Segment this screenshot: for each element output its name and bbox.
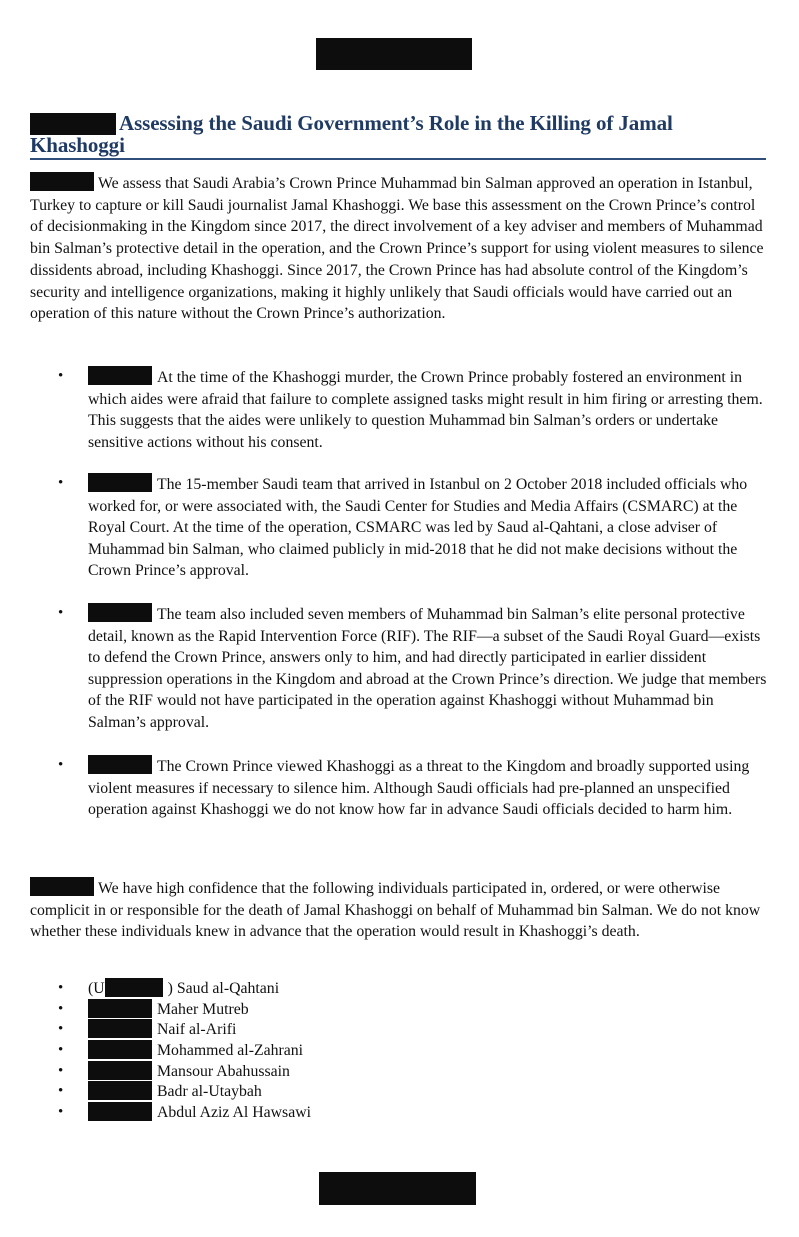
intro-paragraph-text: We assess that Saudi Arabia’s Crown Prince Muhammad bin Salman approved an operation in Istanbul, Turkey to capture or kill Saudi journalist Jamal Khashoggi. We base this assessment on the Crown Prince’s control of decisionmaking in the Kingdom since 2017, the direct involvement of a key adviser and members of Muhammad bin Salman’s protective detail in the operation, and the Crown Prince’s support for using violent measures to silence dissidents abroad, including Khashoggi. Since 2017, the Crown Prince has had absolute control of the Kingdom’s security and intelligence organizations, making it highly unlikely that Saudi officials would have carried out an operation of this nature without the Crown Prince’s authorization. (30, 175, 764, 323)
bullet-item (58, 755, 770, 821)
header-classification-redaction (316, 38, 472, 70)
bullet-dot: • (58, 1083, 64, 1100)
name-text: ) Saud al-Qahtani (167, 980, 280, 997)
name-marking-redaction (88, 1081, 152, 1100)
name-text: Mansour Abahussain (157, 1062, 290, 1080)
page-title (30, 113, 766, 155)
title-divider (30, 158, 766, 160)
paragraph-marking-redaction (30, 877, 94, 896)
bullet-dot: • (58, 980, 64, 996)
name-marking-redaction (105, 978, 163, 997)
bullet-item (58, 473, 770, 582)
name-marking-redaction (88, 1102, 152, 1121)
bullet-dot: • (58, 1104, 64, 1121)
list-item (58, 1019, 458, 1040)
bullet-marking-redaction (88, 473, 152, 492)
bullet-marking-redaction (88, 603, 152, 622)
paragraph-marking-redaction (30, 172, 94, 191)
name-text: Badr al-Utaybah (157, 1083, 262, 1101)
bullet-text: The team also included seven members of Muhammad bin Salman’s elite personal protective detail, known as the Rapid Intervention Force (RIF). The RIF—a subset of the Saudi Royal Guard—exists to defend the Crown Prince, answers only to him, and had directly participated in earlier dissident suppression operations in the Kingdom and abroad at the Crown Prince’s direction. We judge that members of the RIF would not have participated in the operation against Khashoggi without Muhammad bin Salman’s approval. (88, 606, 767, 731)
bullet-dot: • (58, 1042, 64, 1059)
confidence-paragraph-text: We have high confidence that the following individuals participated in, ordered, or were otherwise complicit in or responsible for the death of Jamal Khashoggi on behalf of Muhammad bin Salman. We do not know whether these individuals knew in advance that the operation would result in Khashoggi’s death. (30, 880, 761, 941)
page-title-text: Assessing the Saudi Government’s Role in the Killing of Jamal Khashoggi (30, 111, 673, 157)
bullet-dot: • (58, 475, 64, 491)
list-item (58, 978, 458, 999)
bullet-dot: • (58, 757, 64, 773)
bullet-dot: • (58, 1021, 64, 1038)
footer-classification-redaction (319, 1172, 476, 1205)
title-block (30, 113, 766, 155)
intro-paragraph (30, 172, 768, 325)
bullet-text: The Crown Prince viewed Khashoggi as a threat to the Kingdom and broadly supported using violent measures if necessary to silence him. Although Saudi officials had pre-planned an unspecified operation against Khashoggi we do not know how far in advance Saudi officials decided to harm him. (88, 758, 750, 819)
list-item (58, 1081, 458, 1102)
name-prefix: (U (88, 980, 105, 997)
name-marking-redaction (88, 1019, 152, 1038)
bullet-item (58, 366, 770, 453)
bullet-dot: • (58, 1062, 64, 1079)
name-text: Mohammed al-Zahrani (157, 1042, 304, 1060)
individuals-list (58, 978, 458, 1123)
bullet-text: The 15-member Saudi team that arrived in Istanbul on 2 October 2018 included officials who worked for, or were associated with, the Saudi Center for Studies and Media Affairs (CSMARC) at the Royal Court. At the time of the operation, CSMARC was led by Saud al-Qahtani, a close adviser of Muhammad bin Salman, who claimed publicly in mid-2018 that he did not make decisions without the Crown Prince’s approval. (88, 476, 748, 580)
name-text: Abdul Aziz Al Hawsawi (157, 1104, 311, 1122)
name-text: Maher Mutreb (157, 1000, 249, 1018)
bullet-marking-redaction (88, 755, 152, 774)
list-item (58, 1040, 458, 1061)
name-marking-redaction (88, 999, 152, 1018)
name-marking-redaction (88, 1040, 152, 1059)
title-redaction (30, 113, 116, 135)
name-text: Naif al-Arifi (157, 1021, 237, 1039)
list-item (58, 1061, 458, 1082)
bullet-dot: • (58, 1000, 64, 1017)
list-item (58, 999, 458, 1020)
list-item (58, 1102, 458, 1123)
bullet-marking-redaction (88, 366, 152, 385)
bullet-item (58, 603, 770, 734)
confidence-paragraph (30, 877, 768, 943)
bullet-dot: • (58, 605, 64, 621)
bullet-dot: • (58, 368, 64, 384)
bullet-text: At the time of the Khashoggi murder, the Crown Prince probably fostered an environment in which aides were afraid that failure to complete assigned tasks might result in him firing or arresting them. This suggests that the aides were unlikely to question Muhammad bin Salman’s orders or undertake sensitive actions without his consent. (88, 369, 763, 451)
name-marking-redaction (88, 1061, 152, 1080)
